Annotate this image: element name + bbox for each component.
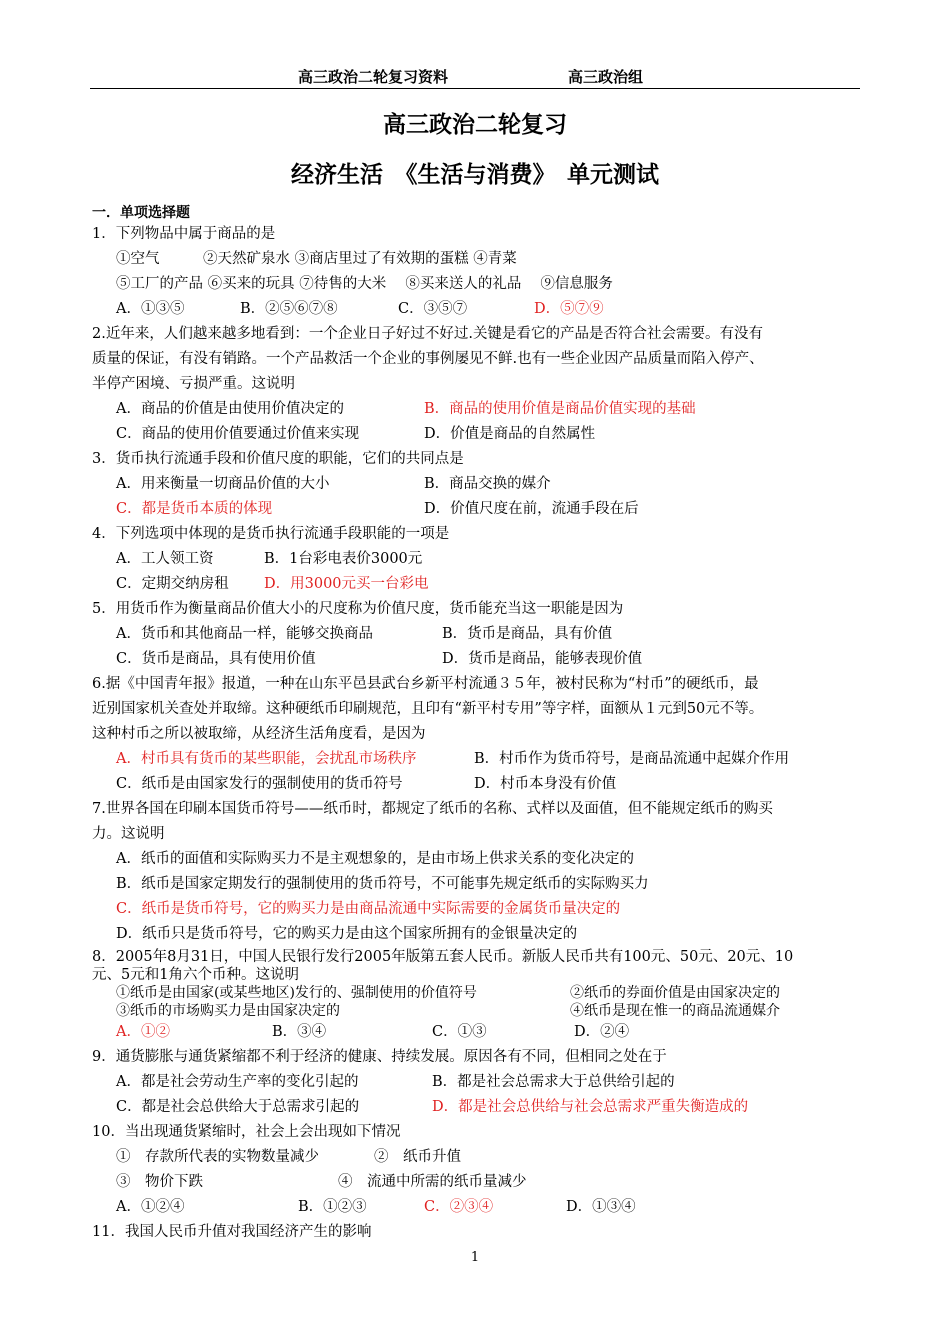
q1-option-b: B．②⑤⑥⑦⑧: [240, 301, 338, 317]
q7-stem-1: 7.世界各国在印刷本国货币符号——纸币时，都规定了纸币的名称、式样以及面值，但不能规定纸币的购买: [92, 801, 773, 817]
q1-option-d-answer: D．⑤⑦⑨: [534, 301, 604, 317]
q3-option-a: A．用来衡量一切商品价值的大小: [116, 476, 330, 492]
q6-option-b: B．村币作为货币符号，是商品流通中起媒介作用: [474, 751, 790, 767]
q11-stem: 11．我国人民币升值对我国经济产生的影响: [92, 1224, 372, 1240]
q3-option-b: B．商品交换的媒介: [424, 476, 551, 492]
q10-option-a: A．①②④: [116, 1199, 185, 1215]
q6-stem-3: 这种村币之所以被取缔，从经济生活角度看，是因为: [92, 726, 426, 742]
q4-option-b: B．1台彩电表价3000元: [264, 551, 423, 567]
q4-stem: 4．下列选项中体现的是货币执行流通手段职能的一项是: [92, 526, 450, 542]
q7-option-d: D．纸币只是货币符号，它的购买力是由这个国家所拥有的金银量决定的: [116, 926, 578, 942]
q2-option-b-answer: B．商品的使用价值是商品价值实现的基础: [424, 401, 696, 417]
q8-statement-1: ①纸币是由国家(或某些地区)发行的、强制使用的价值符号: [116, 985, 477, 1001]
q7-stem-2: 力。这说明: [92, 826, 165, 842]
q6-stem-1: 6.据《中国青年报》报道，一种在山东平邑县武台乡新平村流通３５年，被村民称为“村币”的硬纸币，最: [92, 676, 759, 692]
q7-option-b: B．纸币是国家定期发行的强制使用的货币符号，不可能事先规定纸币的实际购买力: [116, 876, 649, 892]
q9-option-c: C．都是社会总供给大于总需求引起的: [116, 1099, 360, 1115]
page-number: 1: [470, 1250, 480, 1265]
q9-stem: 9．通货膨胀与通货紧缩都不利于经济的健康、持续发展。原因各有不同，但相同之处在于: [92, 1049, 667, 1065]
q10-option-d: D．①③④: [566, 1199, 636, 1215]
q10-option-c-answer: C．②③④: [424, 1199, 494, 1215]
header-left: 高三政治二轮复习资料: [298, 68, 449, 86]
q1-option-c: C．③⑤⑦: [398, 301, 468, 317]
q3-option-d: D．价值尺度在前，流通手段在后: [424, 501, 639, 517]
q8-statement-3: ③纸币的市场购买力是由国家决定的: [116, 1003, 340, 1019]
q2-stem-1: 2.近年来，人们越来越多地看到：一个企业日子好过不好过.关键是看它的产品是否符合社会需要。有没有: [92, 326, 763, 342]
q10-statement-3: ③ 物价下跌: [116, 1174, 203, 1190]
q6-option-c: C．纸币是由国家发行的强制使用的货币符号: [116, 776, 403, 792]
q9-option-b: B．都是社会总需求大于总供给引起的: [432, 1074, 675, 1090]
q8-statement-4: ④纸币是现在惟一的商品流通媒介: [570, 1003, 780, 1019]
document-title: 高三政治二轮复习: [383, 112, 567, 138]
q2-option-d: D．价值是商品的自然属性: [424, 426, 596, 442]
q5-option-b: B．货币是商品，具有价值: [442, 626, 613, 642]
q5-option-d: D．货币是商品，能够表现价值: [442, 651, 643, 667]
q7-option-a: A．纸币的面值和实际购买力不是主观想象的，是由市场上供求关系的变化决定的: [116, 851, 634, 867]
page-header: [90, 64, 860, 89]
q3-option-c-answer: C．都是货币本质的体现: [116, 501, 273, 517]
q10-statement-2: ② 纸币升值: [374, 1149, 461, 1165]
q1-items-2: ⑤工厂的产品 ⑥买来的玩具 ⑦待售的大米 ⑧买来送人的礼品 ⑨信息服务: [116, 276, 613, 292]
q6-option-a-answer: A．村币具有货币的某些职能，会扰乱市场秩序: [116, 751, 417, 767]
q2-stem-3: 半停产困境、亏损严重。这说明: [92, 376, 295, 392]
q8-statement-2: ②纸币的券面价值是由国家决定的: [570, 985, 780, 1001]
q4-option-d-answer: D．用3000元买一台彩电: [264, 576, 429, 592]
document-subtitle: 经济生活 《生活与消费》 单元测试: [291, 162, 659, 188]
q9-option-a: A．都是社会劳动生产率的变化引起的: [116, 1074, 359, 1090]
q8-option-a-answer: A．①②: [116, 1024, 170, 1040]
q8-option-b: B．③④: [272, 1024, 327, 1040]
section-heading: 一．单项选择题: [92, 205, 190, 221]
q10-option-b: B．①②③: [298, 1199, 367, 1215]
q3-stem: 3．货币执行流通手段和价值尺度的职能，它们的共同点是: [92, 451, 464, 467]
q6-stem-2: 近别国家机关查处并取缔。这种硬纸币印刷规范，且印有“新平村专用”等字样，面额从１元到50元不等。: [92, 701, 764, 717]
q2-option-a: A．商品的价值是由使用价值决定的: [116, 401, 344, 417]
q8-option-c: C．①③: [432, 1024, 487, 1040]
q10-statement-1: ① 存款所代表的实物数量减少: [116, 1149, 319, 1165]
q5-option-a: A．货币和其他商品一样，能够交换商品: [116, 626, 373, 642]
q9-option-d-answer: D．都是社会总供给与社会总需求严重失衡造成的: [432, 1099, 749, 1115]
q6-option-d: D．村币本身没有价值: [474, 776, 617, 792]
q8-stem-2: 元、5元和1角六个币种。这说明: [92, 967, 299, 983]
q5-option-c: C．货币是商品，具有使用价值: [116, 651, 316, 667]
q5-stem: 5．用货币作为衡量商品价值大小的尺度称为价值尺度，货币能充当这一职能是因为: [92, 601, 624, 617]
q1-option-a: A．①③⑤: [116, 301, 185, 317]
q8-stem-1: 8．2005年8月31日，中国人民银行发行2005年版第五套人民币。新版人民币共有100元、50元、20元、10: [92, 949, 794, 965]
q1-items-1: ①空气 ②天然矿泉水 ③商店里过了有效期的蛋糕 ④青菜: [116, 251, 517, 267]
q4-option-c: C．定期交纳房租: [116, 576, 229, 592]
header-right: 高三政治组: [568, 68, 644, 86]
q1-stem: 1．下列物品中属于商品的是: [92, 226, 276, 242]
q2-option-c: C．商品的使用价值要通过价值来实现: [116, 426, 360, 442]
q8-option-d: D．②④: [574, 1024, 630, 1040]
q10-stem: 10．当出现通货紧缩时，社会上会出现如下情况: [92, 1124, 401, 1140]
q4-option-a: A．工人领工资: [116, 551, 214, 567]
q7-option-c-answer: C．纸币是货币符号，它的购买力是由商品流通中实际需要的金属货币量决定的: [116, 901, 621, 917]
q10-statement-4: ④ 流通中所需的纸币量减少: [338, 1174, 527, 1190]
q2-stem-2: 质量的保证，有没有销路。一个产品救活一个企业的事例屡见不鲜.也有一些企业因产品质量而陷入停产、: [92, 351, 764, 367]
